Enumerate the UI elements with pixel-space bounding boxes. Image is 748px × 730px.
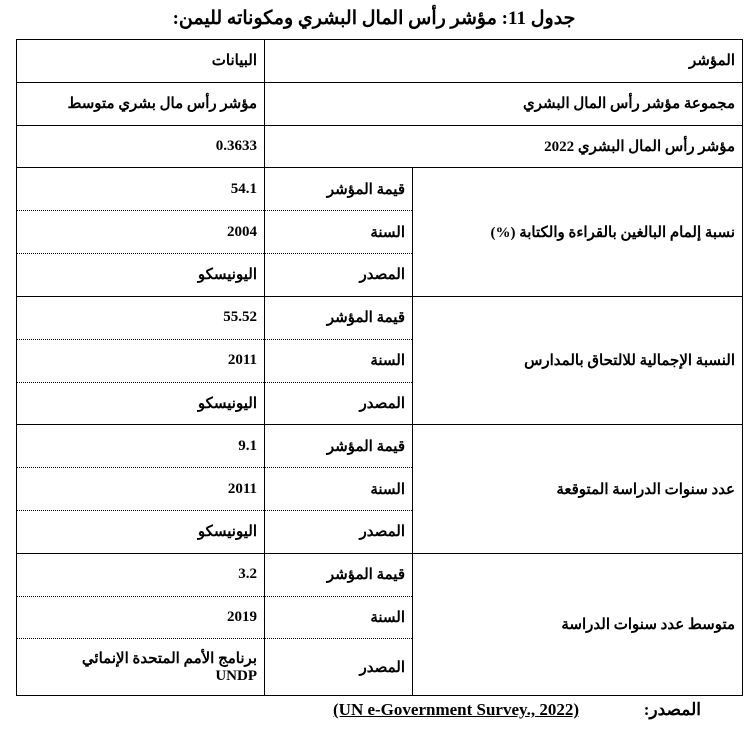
component-value: 55.52	[17, 296, 265, 339]
index-label: مؤشر رأس المال البشري 2022	[265, 125, 743, 168]
human-capital-table	[16, 39, 743, 696]
sub-label-source: المصدر	[265, 382, 413, 425]
sub-label-value: قيمة المؤشر	[265, 296, 413, 339]
sub-label-value: قيمة المؤشر	[265, 425, 413, 468]
component-year: 2004	[17, 211, 265, 254]
component-source: اليونيسكو	[17, 382, 265, 425]
component-value: 9.1	[17, 425, 265, 468]
header-indicator: المؤشر	[265, 40, 743, 83]
index-value: 0.3633	[17, 125, 265, 168]
header-row	[17, 40, 743, 83]
component-source: اليونيسكو	[17, 254, 265, 297]
table-row	[17, 168, 743, 211]
component-label: النسبة الإجمالية للالتحاق بالمدارس	[413, 296, 743, 424]
table-row	[17, 296, 743, 339]
sub-label-value: قيمة المؤشر	[265, 553, 413, 596]
sub-label-source: المصدر	[265, 639, 413, 696]
source-line-1: برنامج الأمم المتحدة الإنمائي	[81, 651, 257, 668]
table-row	[17, 425, 743, 468]
component-label: عدد سنوات الدراسة المتوقعة	[413, 425, 743, 553]
table-row	[17, 82, 743, 125]
header-data: البيانات	[17, 40, 265, 83]
table-row	[17, 553, 743, 596]
table-row	[17, 125, 743, 168]
sub-label-year: السنة	[265, 596, 413, 639]
component-year: 2019	[17, 596, 265, 639]
source-label: المصدر:	[643, 700, 701, 719]
component-source	[17, 639, 265, 696]
component-value: 54.1	[17, 168, 265, 211]
sub-label-year: السنة	[265, 468, 413, 511]
sub-label-source: المصدر	[265, 254, 413, 297]
component-source: اليونيسكو	[17, 510, 265, 553]
source-line-2: UNDP	[215, 668, 257, 685]
sub-label-value: قيمة المؤشر	[265, 168, 413, 211]
component-label: متوسط عدد سنوات الدراسة	[413, 553, 743, 695]
source-reference: (UN e-Government Survey., 2022)	[333, 700, 579, 719]
group-value: مؤشر رأس مال بشري متوسط	[17, 82, 265, 125]
sub-label-source: المصدر	[265, 510, 413, 553]
group-label: مجموعة مؤشر رأس المال البشري	[265, 82, 743, 125]
component-year: 2011	[17, 339, 265, 382]
component-value: 3.2	[17, 553, 265, 596]
sub-label-year: السنة	[265, 339, 413, 382]
component-year: 2011	[17, 468, 265, 511]
sub-label-year: السنة	[265, 211, 413, 254]
table-caption: جدول 11: مؤشر رأس المال البشري ومكوناته لليمن:	[172, 8, 576, 29]
component-label: نسبة إلمام البالغين بالقراءة والكتابة (%)	[413, 168, 743, 296]
